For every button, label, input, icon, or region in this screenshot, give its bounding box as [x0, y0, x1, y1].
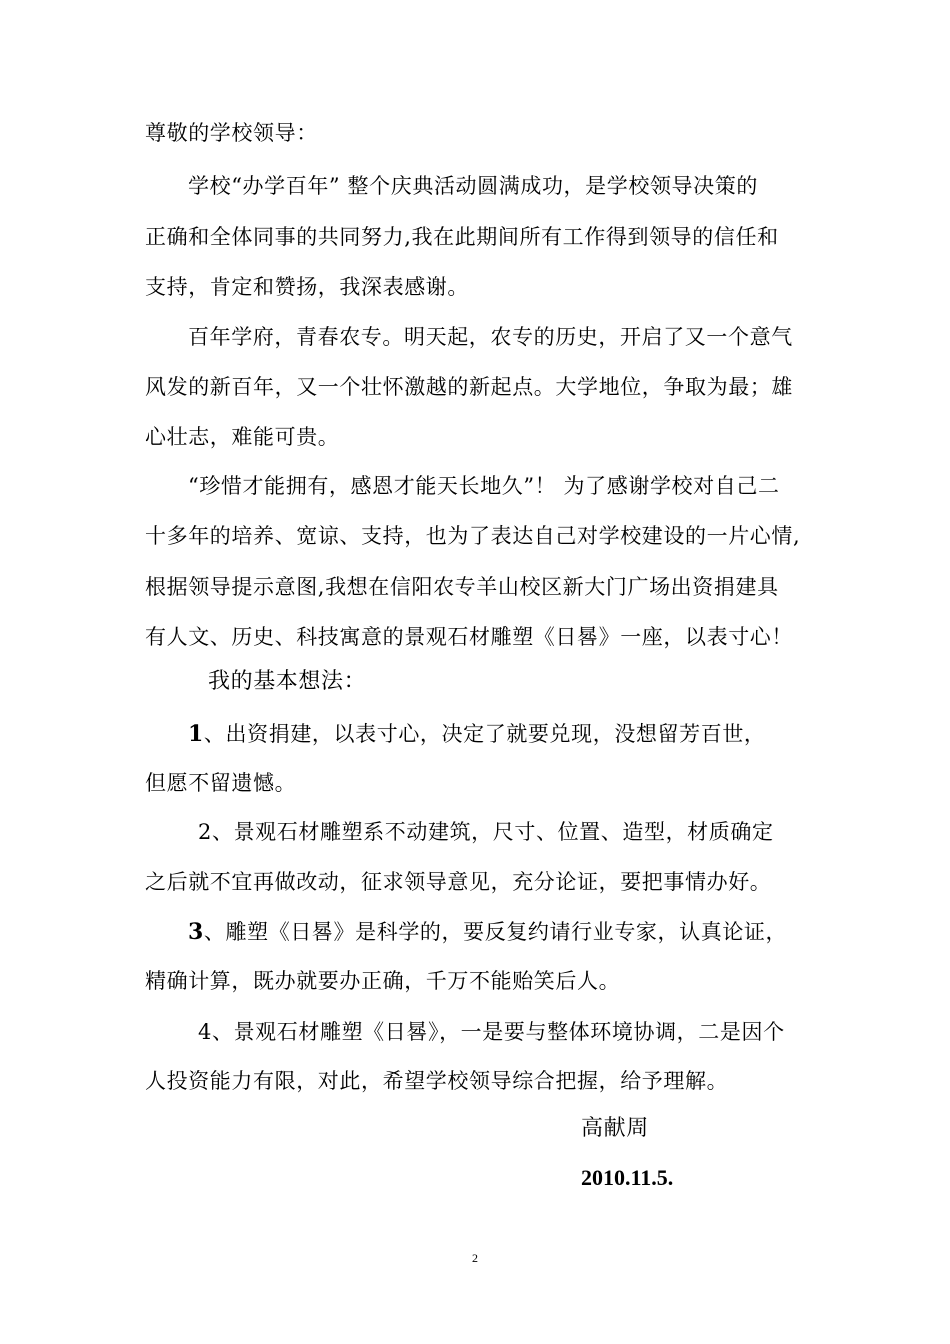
idea-2-text: 、景观石材雕塑系不动建筑，尺寸、位置、造型，材质确定 [211, 820, 774, 844]
idea-4-number: 4 [198, 1020, 212, 1044]
signature-name: 高献周 [581, 1116, 649, 1141]
idea-1-number: 1 [188, 721, 204, 747]
idea-3-line-2: 精确计算，既办就要办正确，千万不能贻笑后人。 [145, 969, 621, 993]
ideas-heading: 我的基本想法： [208, 669, 367, 694]
idea-4-text: 、景观石材雕塑《日晷》，一是要与整体环境协调，二是因个 [211, 1020, 785, 1044]
idea-2-line-2: 之后就不宜再做改动，征求领导意见，充分论证，要把事情办好。 [145, 870, 772, 894]
idea-2-number: 2 [198, 820, 212, 844]
idea-3-line-1 [188, 917, 787, 947]
salutation: 尊敬的学校领导： [145, 121, 318, 145]
paragraph-2-line-2: 风发的新百年，又一个壮怀激越的新起点。大学地位，争取为最；雄 [145, 375, 793, 399]
paragraph-2-line-1: 百年学府，青春农专。明天起，农专的历史，开启了又一个意气 [188, 325, 793, 349]
idea-1-text: 、出资捐建，以表寸心，决定了就要兑现，没想留芳百世， [203, 722, 766, 746]
paragraph-2-line-3: 心壮志，难能可贵。 [145, 425, 340, 449]
idea-2-line-1 [198, 817, 774, 847]
paragraph-3-line-2: 十多年的培养、宽谅、支持，也为了表达自己对学校建设的一片心情, [145, 524, 801, 548]
signature-date: 2010.11.5. [581, 1165, 674, 1190]
paragraph-3-line-4: 有人文、历史、科技寓意的景观石材雕塑《日晷》一座，以表寸心！ [145, 625, 793, 649]
paragraph-1-line-3: 支持，肯定和赞扬，我深表感谢。 [145, 275, 469, 299]
idea-1-line-1 [188, 719, 766, 749]
paragraph-1-line-1: 学校“办学百年” 整个庆典活动圆满成功，是学校领导决策的 [188, 174, 758, 198]
paragraph-3-line-1: “珍惜才能拥有，感恩才能天长地久”！ 为了感谢学校对自己二 [188, 474, 780, 498]
idea-3-number: 3 [188, 919, 204, 945]
paragraph-3-line-3: 根据领导提示意图,我想在信阳农专羊山校区新大门广场出资捐建具 [145, 575, 779, 599]
page-number: 2 [472, 1251, 478, 1265]
idea-3-text: 、雕塑《日晷》是科学的，要反复约请行业专家，认真论证， [203, 920, 788, 944]
idea-1-line-2: 但愿不留遗憾。 [145, 771, 297, 795]
paragraph-1-line-2: 正确和全体同事的共同努力,我在此期间所有工作得到领导的信任和 [145, 225, 779, 249]
idea-4-line-1 [198, 1017, 785, 1047]
idea-4-line-2: 人投资能力有限，对此，希望学校领导综合把握，给予理解。 [145, 1069, 729, 1093]
